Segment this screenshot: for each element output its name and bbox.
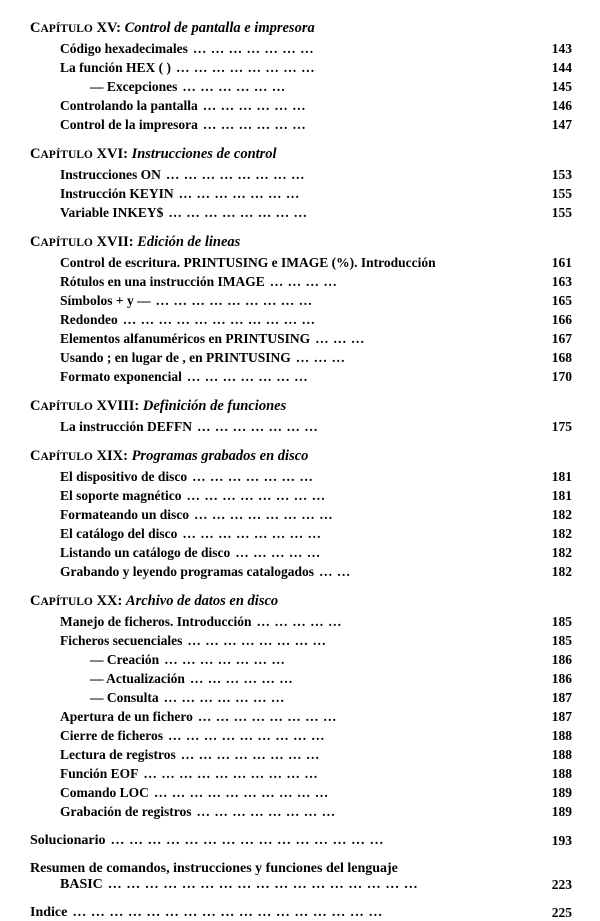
toc-entry-text: — Consulta [90, 689, 159, 705]
toc-entry-row[interactable] [30, 77, 572, 96]
toc-entry-row[interactable] [30, 486, 572, 505]
toc-entry[interactable] [30, 467, 524, 486]
toc-section-solucionario[interactable] [30, 821, 572, 849]
toc-entry-text: El catálogo del disco [60, 525, 178, 541]
toc-entry[interactable] [30, 348, 524, 367]
toc-entry-leader: … … … … … … … … … … [143, 765, 319, 781]
toc-section-resumen[interactable] [30, 849, 572, 893]
toc-entry[interactable] [30, 417, 524, 436]
toc-entry-line [30, 690, 524, 706]
chapter-heading [30, 581, 524, 612]
toc-entry-page[interactable]: 186 [551, 670, 572, 686]
chapter-label-tail: XVII: [92, 234, 134, 250]
toc-entry-text: — Excepciones [90, 78, 178, 94]
toc-entry-line [30, 41, 524, 57]
toc-entry-row[interactable] [30, 783, 572, 802]
toc-entry-text: Control de escritura. PRINTUSING e IMAGE (%). Introducción [60, 254, 436, 270]
toc-entry[interactable] [30, 764, 524, 783]
toc-entry-leader: … … … … … … … … [165, 166, 305, 182]
toc-entry[interactable] [30, 272, 524, 291]
toc-entry-leader: … … … … … … … … [187, 632, 327, 648]
toc-entry-page[interactable]: 147 [551, 116, 572, 132]
chapter-page-empty [524, 8, 572, 39]
chapter-label [30, 448, 128, 464]
toc-entry-leader: … … … [315, 330, 365, 346]
toc-entry-text: Rótulos en una instrucción IMAGE [60, 273, 265, 289]
toc-entry-page[interactable]: 166 [551, 311, 572, 327]
toc-entry-row[interactable] [30, 329, 572, 348]
toc-entry-text: Grabando y leyendo programas catalogados [60, 563, 315, 579]
toc-entry-text: Cierre de ficheros [60, 727, 163, 743]
chapter-label-initial: C [30, 448, 41, 464]
toc-entry[interactable] [30, 669, 524, 688]
toc-section-text-cell[interactable] [30, 849, 524, 893]
toc-entry[interactable] [30, 310, 524, 329]
chapter-label-smallcaps: APÍTULO [40, 237, 93, 249]
toc-entry-page[interactable]: 167 [551, 330, 572, 346]
toc-entry-row[interactable] [30, 291, 572, 310]
chapter-page-empty [524, 436, 572, 467]
toc-entry-page[interactable]: 170 [551, 368, 572, 384]
chapter-heading-line [30, 146, 277, 162]
toc-entry[interactable] [30, 486, 524, 505]
toc-entry-line [30, 709, 524, 725]
toc-entry-text: Ficheros secuenciales [60, 632, 183, 648]
chapter-label-initial: C [30, 398, 41, 414]
toc-entry-text: El dispositivo de disco [60, 468, 188, 484]
toc-entry-row[interactable] [30, 253, 572, 272]
toc-entry-line [30, 274, 524, 290]
chapter-title: Instrucciones de control [131, 146, 277, 162]
chapter-label [30, 398, 139, 414]
toc-entry-text: Apertura de un fichero [60, 708, 193, 724]
toc-entry-text: Grabación de registros [60, 803, 192, 819]
toc-entry-text: Listando un catálogo de disco [60, 544, 231, 560]
toc-entry-row[interactable] [30, 272, 572, 291]
toc-entry-line [30, 331, 524, 347]
toc-entry-line [30, 419, 524, 435]
toc-entry-line [30, 804, 524, 820]
toc-entry-line [30, 117, 524, 133]
toc-entry-row[interactable] [30, 707, 572, 726]
toc-entry-row[interactable] [30, 669, 572, 688]
chapter-heading-row [30, 134, 572, 165]
toc-entry-leader: … … … … … … [202, 97, 307, 113]
chapter-heading-line [30, 593, 278, 609]
toc-entry[interactable] [30, 115, 524, 134]
toc-entry-leader: … … … … … … … … … … … [122, 311, 316, 327]
chapter-page-empty [524, 386, 572, 417]
chapter-label-smallcaps: APÍTULO [40, 23, 93, 35]
toc-entry-text: La función HEX ( ) [60, 59, 172, 75]
toc-entry[interactable] [30, 745, 524, 764]
toc-entry-page[interactable]: 181 [551, 487, 572, 503]
toc-entry[interactable] [30, 650, 524, 669]
toc-entry-line [30, 293, 524, 309]
chapter-label-initial: C [30, 20, 41, 36]
toc-section-text-cell[interactable] [30, 821, 524, 849]
chapter-heading-line [30, 398, 286, 414]
toc-entry-page[interactable]: 187 [551, 708, 572, 724]
toc-entry-line [30, 350, 524, 366]
toc-section-title: Indice … … … … … … … … … … … … … … … … … [30, 905, 383, 920]
toc-entry[interactable] [30, 96, 524, 115]
toc-entry-page[interactable]: 185 [551, 632, 572, 648]
toc-entry-text: Símbolos + y — [60, 292, 151, 308]
toc-entry-page[interactable]: 165 [551, 292, 572, 308]
toc-entry-page[interactable]: 182 [551, 525, 572, 541]
toc-entry-row[interactable] [30, 726, 572, 745]
toc-entry-line [30, 79, 524, 95]
toc-entry-line [30, 614, 524, 630]
toc-entry[interactable] [30, 562, 524, 581]
chapter-label-initial: C [30, 593, 41, 609]
toc-entry-leader: … … … … … … … [192, 40, 315, 56]
toc-entry-text: Elementos alfanuméricos en PRINTUSING [60, 330, 311, 346]
chapter-heading-row [30, 8, 572, 39]
toc-entry-page[interactable]: 145 [551, 78, 572, 94]
toc-entry-leader: … … … … [269, 273, 338, 289]
toc-entry-leader: … … … … … … [182, 78, 286, 94]
chapter-title: Programas grabados en disco [131, 448, 309, 464]
chapter-heading [30, 222, 524, 253]
toc-entry-page[interactable]: 188 [551, 746, 572, 762]
chapter-title: Definición de funciones [142, 398, 287, 414]
chapter-label [30, 20, 121, 36]
toc-entry-page[interactable]: 144 [551, 59, 572, 75]
toc-entry-leader: … … [319, 563, 351, 579]
toc-entry-text: La instrucción DEFFN [60, 418, 193, 434]
toc-entry[interactable] [30, 783, 524, 802]
toc-entry-text: Función EOF [60, 765, 139, 781]
chapter-heading [30, 8, 524, 39]
toc-entry-page[interactable]: 168 [551, 349, 572, 365]
toc-entry-line [30, 167, 524, 183]
toc-entry[interactable] [30, 505, 524, 524]
toc-section-indice[interactable] [30, 893, 572, 921]
toc-entry-row[interactable] [30, 184, 572, 203]
toc-entry-line [30, 186, 524, 202]
toc-entry-leader: … … … … … … … [186, 368, 309, 384]
chapter-label-initial: C [30, 234, 41, 250]
toc-entry-page[interactable]: 188 [551, 765, 572, 781]
toc-entry-line [30, 652, 524, 668]
toc-entry[interactable] [30, 631, 524, 650]
chapter-label-smallcaps: APÍTULO [40, 149, 93, 161]
toc-entry-row[interactable] [30, 650, 572, 669]
toc-entry-page[interactable]: 161 [551, 254, 572, 270]
toc-entry-leader: … … … … … … … … [194, 506, 334, 522]
toc-entry[interactable] [30, 688, 524, 707]
chapter-title: Control de pantalla e impresora [124, 20, 315, 36]
toc-entry-leader: … … … … … … … [192, 468, 314, 484]
chapter-heading-line [30, 448, 308, 464]
toc-entry-row[interactable] [30, 505, 572, 524]
toc-entry-leader: … … … … … [256, 613, 342, 629]
toc-entry-leader: … … … … … … … [178, 185, 300, 201]
toc-section-leader [398, 861, 403, 876]
toc-entry-line [30, 671, 524, 687]
toc-entry[interactable] [30, 802, 524, 821]
toc-entry-row[interactable] [30, 562, 572, 581]
chapter-label-tail: XVI: [92, 146, 128, 162]
toc-entry-leader: … … … … … … … … [186, 487, 326, 503]
toc-entry[interactable] [30, 291, 524, 310]
chapter-heading-line [30, 234, 240, 250]
toc-entry-text: Instrucciones ON [60, 166, 161, 182]
toc-entry-row[interactable] [30, 203, 572, 222]
toc-entry[interactable] [30, 612, 524, 631]
chapter-label-smallcaps: APÍTULO [40, 596, 93, 608]
toc-entry-text: Manejo de ficheros. Introducción [60, 613, 252, 629]
chapter-heading [30, 134, 524, 165]
chapter-title: Archivo de datos en disco [125, 593, 279, 609]
toc-entry-page[interactable]: 188 [551, 727, 572, 743]
toc-section-leader: … … … … … … … … … … … … … … … [110, 833, 384, 848]
toc-entry[interactable] [30, 165, 524, 184]
toc-entry-text: Control de la impresora [60, 116, 198, 132]
toc-section-continuation-leader: … … … … … … … … … … … … … … … … … [107, 877, 419, 892]
chapter-title: Edición de lineas [137, 234, 241, 250]
toc-entry-row[interactable] [30, 165, 572, 184]
toc-entry-row[interactable] [30, 745, 572, 764]
toc-entry[interactable] [30, 726, 524, 745]
toc-entry-line [30, 747, 524, 763]
toc-section-text-cell[interactable] [30, 893, 524, 921]
chapter-heading [30, 386, 524, 417]
toc-entry[interactable] [30, 39, 524, 58]
toc-entry-row[interactable] [30, 348, 572, 367]
toc-entry-page[interactable]: 181 [551, 468, 572, 484]
toc-section-line [30, 861, 524, 893]
chapter-label-tail: XX: [92, 593, 123, 609]
toc-entry-text: Comando LOC [60, 784, 149, 800]
toc-entry-text: Variable INKEY$ [60, 204, 164, 220]
toc-entry-line [30, 60, 524, 76]
toc-entry-leader: … … … … … … … … [196, 803, 336, 819]
toc-entry-row[interactable] [30, 802, 572, 821]
toc-entry-leader: … … … … … … … [164, 651, 286, 667]
toc-entry-text: Lectura de registros [60, 746, 176, 762]
toc-entry-text: Usando ; en lugar de , en PRINTUSING [60, 349, 291, 365]
toc-entry-row[interactable] [30, 764, 572, 783]
chapter-label-tail: XV: [92, 20, 121, 36]
toc-section-page[interactable]: 223 [551, 877, 572, 892]
toc-entry-line [30, 98, 524, 114]
toc-entry-text: Redondeo [60, 311, 118, 327]
toc-entry-page[interactable]: 155 [551, 185, 572, 201]
toc-section-title: Solucionario … … … … … … … … … … … … … … … [30, 833, 384, 848]
toc-entry-leader: … … … … … … [202, 116, 307, 132]
toc-section-title: Resumen de comandos, instrucciones y funciones del lenguaje [30, 861, 524, 877]
toc-entry-line [30, 488, 524, 504]
toc-entry-page[interactable]: 185 [551, 613, 572, 629]
chapter-heading-row [30, 436, 572, 467]
toc-section-line [30, 905, 524, 921]
toc-entry-text: El soporte magnético [60, 487, 182, 503]
toc-entry-line [30, 766, 524, 782]
chapter-label [30, 234, 134, 250]
toc-entry-line [30, 545, 524, 561]
toc-entry-line [30, 507, 524, 523]
chapter-label [30, 146, 128, 162]
toc-section-leader: … … … … … … … … … … … … … … … … … [72, 905, 383, 920]
toc-entry[interactable] [30, 707, 524, 726]
toc-entry-line [30, 255, 524, 271]
toc-entry-leader: … … … [295, 349, 346, 365]
toc-entry-leader: … … … … … … … … [197, 708, 337, 724]
toc-entry-page[interactable]: 182 [551, 506, 572, 522]
toc-entry-page[interactable]: 143 [551, 40, 572, 56]
toc-entry[interactable] [30, 77, 524, 96]
toc-entry-row[interactable] [30, 115, 572, 134]
toc-entry[interactable] [30, 203, 524, 222]
toc-entry-page[interactable]: 163 [551, 273, 572, 289]
toc-entry-line [30, 469, 524, 485]
toc-entry-leader: … … … … … … … … [168, 204, 308, 220]
chapter-page-empty [524, 134, 572, 165]
chapter-heading-row [30, 222, 572, 253]
toc-entry-line [30, 728, 524, 744]
toc-entry-line [30, 526, 524, 542]
toc-entry-row[interactable] [30, 688, 572, 707]
chapter-heading-row [30, 386, 572, 417]
chapter-heading-line [30, 20, 315, 36]
toc-entry-page[interactable]: 146 [551, 97, 572, 113]
toc-entry-page[interactable]: 182 [551, 544, 572, 560]
toc-entry-text: — Creación [90, 651, 160, 667]
toc-entry-leader: … … … … … … … … … [155, 292, 313, 308]
toc-entry-page[interactable]: 175 [551, 418, 572, 434]
toc-entry-leader: … … … … … … … … [180, 746, 320, 762]
toc-entry-text: Formateando un disco [60, 506, 190, 522]
toc-entry-page[interactable]: 189 [551, 784, 572, 800]
toc-entry-page[interactable]: 182 [551, 563, 572, 579]
chapter-label-smallcaps: APÍTULO [40, 401, 93, 413]
toc-entry-line [30, 633, 524, 649]
toc-entry-leader: … … … … … … … [163, 689, 285, 705]
chapter-heading [30, 436, 524, 467]
toc-entry-row[interactable] [30, 367, 572, 386]
toc-entry[interactable] [30, 184, 524, 203]
toc-entry-page[interactable]: 186 [551, 651, 572, 667]
toc-entry-leader: … … … … … [235, 544, 321, 560]
toc-section-continuation: BASIC … … … … … … … … … … … … … … … … … [60, 877, 419, 892]
toc-entry-line [30, 205, 524, 221]
chapter-label-smallcaps: APÍTULO [40, 451, 93, 463]
chapter-heading-row [30, 581, 572, 612]
toc-entry-row[interactable] [30, 58, 572, 77]
chapter-label [30, 593, 122, 609]
toc-entry-page[interactable]: 187 [551, 689, 572, 705]
chapter-label-tail: XIX: [92, 448, 128, 464]
toc-entry-line [30, 369, 524, 385]
toc-entry-page[interactable]: 189 [551, 803, 572, 819]
toc-entry-row[interactable] [30, 39, 572, 58]
toc-entry-leader: … … … … … … … [197, 418, 319, 434]
toc-entry-row[interactable] [30, 96, 572, 115]
toc-entry[interactable] [30, 524, 524, 543]
toc-entry-leader [436, 255, 441, 270]
chapter-page-empty [524, 222, 572, 253]
toc-section-page[interactable]: 225 [551, 905, 572, 920]
toc-section-page[interactable]: 193 [551, 833, 572, 848]
toc-table [30, 8, 572, 921]
toc-entry[interactable] [30, 329, 524, 348]
toc-entry-page[interactable]: 153 [551, 166, 572, 182]
toc-entry-line [30, 312, 524, 328]
toc-entry-row[interactable] [30, 310, 572, 329]
chapter-page-empty [524, 581, 572, 612]
toc-entry-row[interactable] [30, 543, 572, 562]
toc-entry-leader: … … … … … … … … … … [153, 784, 329, 800]
toc-entry-row[interactable] [30, 612, 572, 631]
toc-entry-text: Controlando la pantalla [60, 97, 198, 113]
toc-entry-text: — Actualización [90, 670, 185, 686]
toc-entry-text: Código hexadecimales [60, 40, 188, 56]
chapter-label-tail: XVIII: [92, 398, 140, 414]
toc-entry-line [30, 564, 524, 580]
toc-entry-text: Formato exponencial [60, 368, 182, 384]
toc-entry[interactable] [30, 253, 524, 272]
toc-entry-leader: … … … … … … … … [176, 59, 316, 75]
toc-entry-leader: … … … … … … … … [182, 525, 322, 541]
chapter-label-initial: C [30, 146, 41, 162]
toc-entry-line [30, 785, 524, 801]
toc-entry[interactable] [30, 543, 524, 562]
toc-entry-leader: … … … … … … … … … [167, 727, 325, 743]
toc-entry-leader: … … … … … … [189, 670, 294, 686]
toc-entry-row[interactable] [30, 524, 572, 543]
toc-entry-text: Instrucción KEYIN [60, 185, 174, 201]
toc-entry-page[interactable]: 155 [551, 204, 572, 220]
toc-entry[interactable] [30, 58, 524, 77]
toc-entry[interactable] [30, 367, 524, 386]
toc-section-line [30, 833, 524, 849]
toc-entry-row[interactable] [30, 467, 572, 486]
toc-entry-row[interactable] [30, 417, 572, 436]
toc-entry-row[interactable] [30, 631, 572, 650]
